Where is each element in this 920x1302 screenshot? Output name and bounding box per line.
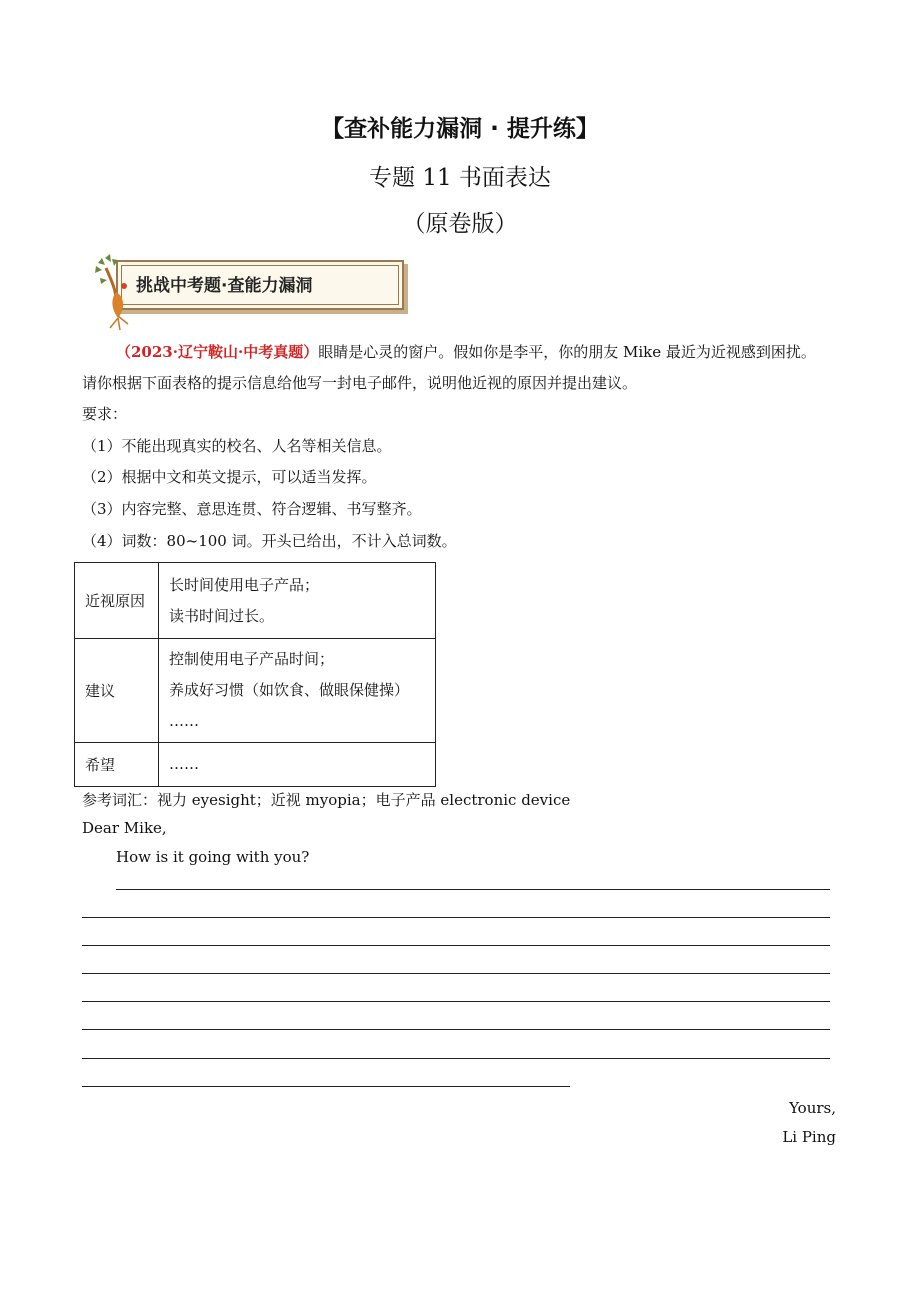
task-intro-line-2: 请你根据下面表格的提示信息给他写一封电子邮件，说明他近视的原因并提出建议。: [82, 374, 638, 392]
requirements-label: 要求：: [82, 405, 128, 423]
answer-line: [82, 917, 830, 918]
vocab-reference: 参考词汇：视力 eyesight；近视 myopia；电子产品 electronic device: [82, 791, 571, 809]
source-tag: （2023·辽宁鞍山·中考真题）: [116, 343, 319, 361]
answer-line: [82, 1001, 830, 1002]
section-banner: [88, 252, 418, 332]
hint-table: [74, 562, 436, 787]
requirement-item: （4）词数：80~100 词。开头已给出，不计入总词数。: [82, 532, 457, 550]
table-row-head: 建议: [75, 639, 159, 743]
table-cell-line: 读书时间过长。: [169, 606, 275, 625]
banner-label: 挑战中考题·查能力漏洞: [136, 276, 313, 296]
table-cell-line: ……: [169, 755, 199, 773]
table-row: [75, 639, 436, 743]
table-cell-line: 养成好习惯（如饮食、做眼保健操）: [169, 681, 410, 699]
topic-title: 专题 11 书面表达: [369, 165, 551, 191]
table-row-body: [159, 563, 436, 639]
answer-line: [82, 973, 830, 974]
letter-signature: Li Ping: [782, 1128, 836, 1146]
answer-line: [82, 945, 830, 946]
table-row-head: 近视原因: [75, 563, 159, 639]
letter-closing: Yours,: [789, 1099, 836, 1117]
requirement-item: （1）不能出现真实的校名、人名等相关信息。: [82, 437, 392, 455]
answer-line: [116, 889, 830, 890]
table-row-body: [159, 743, 436, 787]
table-cell-line: 控制使用电子产品时间；: [169, 650, 335, 668]
table-cell-line: ……: [169, 712, 199, 730]
requirement-item: （3）内容完整、意思连贯、符合逻辑、书写整齐。: [82, 500, 422, 518]
answer-line: [82, 1086, 570, 1087]
table-cell-line: 长时间使用电子产品；: [169, 575, 320, 594]
letter-opening: How is it going with you?: [116, 848, 310, 866]
requirement-item: （2）根据中文和英文提示，可以适当发挥。: [82, 468, 377, 486]
table-row: [75, 563, 436, 639]
version-label: （原卷版）: [402, 211, 518, 237]
table-row: [75, 743, 436, 787]
table-row-body: [159, 639, 436, 743]
letter-greeting: Dear Mike,: [82, 819, 167, 837]
task-intro-line-1: [116, 342, 816, 362]
intro-text: 眼睛是心灵的窗户。假如你是李平，你的朋友 Mike 最近为近视感到困扰。: [318, 343, 816, 361]
answer-line: [82, 1058, 830, 1059]
table-row-head: 希望: [75, 743, 159, 787]
answer-line: [82, 1029, 830, 1030]
page-title: 【查补能力漏洞 · 提升练】: [321, 116, 599, 142]
